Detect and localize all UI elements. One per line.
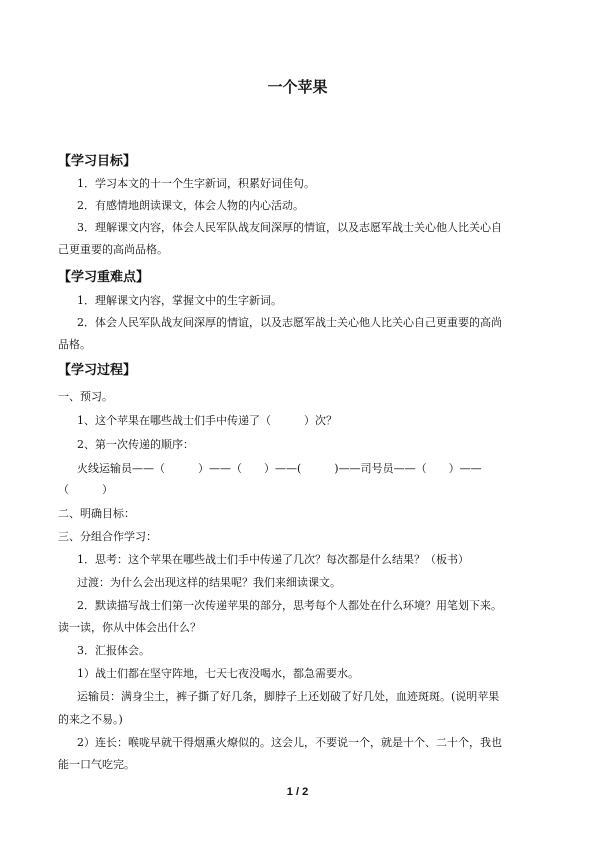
- process-line-10: 2．默读描写战士们第一次传递苹果的部分，思考每个人都处在什么环境？用笔划下来。: [77, 599, 502, 612]
- process-line-11: 读一读，你从中体会出什么？: [58, 621, 201, 634]
- process-line-5: （ ）: [58, 483, 113, 496]
- process-line-6: 二、明确目标：: [58, 507, 135, 520]
- process-line-8: 1．思考：这个苹果在哪些战士们手中传递了几次？每次都是什么结果？（板书）: [77, 553, 469, 566]
- key-points-item-1: 1．理解课文内容，掌握文中的生字新词。: [77, 294, 282, 307]
- process-line-17: 能一口气吃完。: [58, 758, 135, 771]
- process-line-3: 2、第一次传递的顺序：: [77, 438, 194, 451]
- goals-item-3: 3．理解课文内容，体会人民军队战友间深厚的情谊，以及志愿军战士关心他人比关心自: [77, 221, 502, 234]
- process-line-7: 三、分组合作学习：: [58, 530, 157, 543]
- process-line-14: 运输员：满身尘土，裤子撕了好几条，脚脖子上还划破了好几处，血迹斑斑。(说明苹果: [77, 690, 500, 703]
- section-heading-key-points: 【学习重难点】: [58, 270, 150, 285]
- process-line-9: 过渡：为什么会出现这样的结果呢？我们来细读课文。: [77, 576, 341, 589]
- section-heading-process: 【学习过程】: [58, 363, 137, 378]
- page-number: 1 / 2: [286, 786, 309, 798]
- process-line-1: 一、预习。: [58, 390, 113, 403]
- process-line-15: 的来之不易。): [58, 713, 123, 726]
- process-line-13: 1）战士们都在坚守阵地，七天七夜没喝水，都急需要水。: [77, 667, 359, 680]
- key-points-item-2: 2．体会人民军队战友间深厚的情谊，以及志愿军战士关心他人比关心自己更重要的高尚: [77, 316, 502, 329]
- goals-item-2: 2．有感情地朗读课文，体会人物的内心活动。: [77, 199, 304, 212]
- process-line-4: 火线运输员——（ ）——（ ）——( )——司号员——（ ）——: [77, 462, 482, 475]
- process-line-12: 3．汇报体会。: [77, 644, 150, 657]
- section-heading-goals: 【学习目标】: [58, 154, 137, 169]
- process-line-2: 1、这个苹果在哪些战士们手中传递了（ ）次？: [77, 414, 337, 427]
- goals-item-1: 1．学习本文的十一个生字新词，积累好词佳句。: [77, 177, 315, 190]
- process-line-16: 2）连长：喉咙早就干得烟熏火燎似的。这会儿，不要说一个，就是十个、二十个，我也: [77, 736, 502, 749]
- key-points-item-2-cont: 品格。: [58, 338, 91, 351]
- document-title: 一个苹果: [267, 78, 328, 96]
- goals-item-3-cont: 己更重要的高尚品格。: [58, 243, 168, 256]
